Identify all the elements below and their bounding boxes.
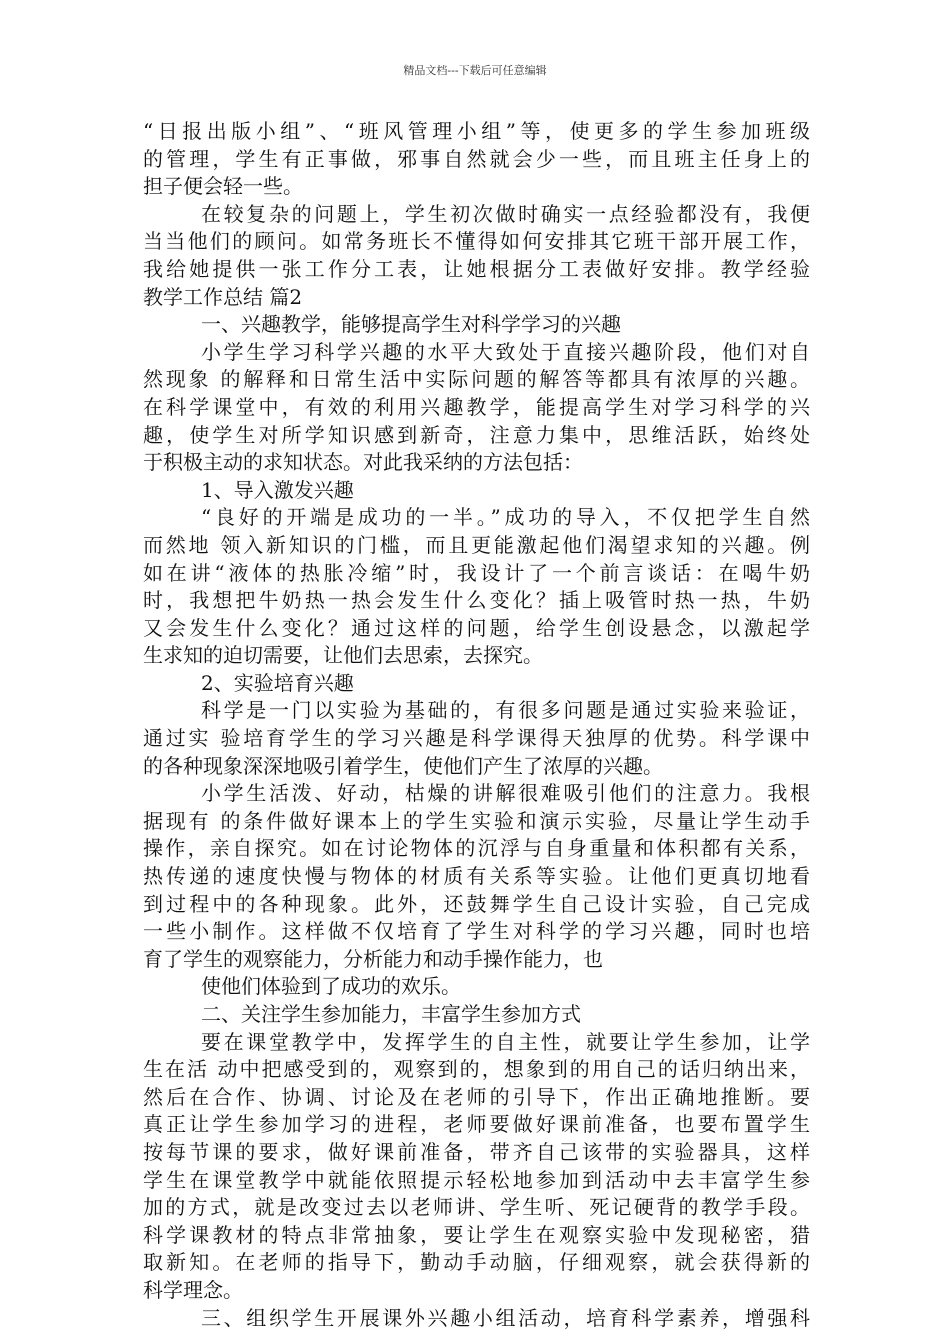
- text-line: 1、导入激发兴趣: [201, 477, 354, 502]
- text-line: 教学工作总结 篇2: [143, 284, 303, 309]
- text-line: 到过程中的各种现象。此外，还鼓舞学生自己设计实验，自己完成: [143, 891, 810, 916]
- text-line: 取新知。在老师的指导下，勤动手动脑，仔细观察，就会获得新的: [143, 1250, 810, 1275]
- text-line: 而然地 领入新知识的门槛，而且更能激起他们渴望求知的兴趣。例: [143, 532, 810, 557]
- text-line: 使他们体验到了成功的欢乐。: [201, 974, 461, 999]
- text-line: 一些小制作。这样做不仅培育了学生对科学的学习兴趣，同时也培: [143, 919, 810, 944]
- text-line: “日报出版小组”、“班风管理小组”等，使更多的学生参加班级: [143, 119, 810, 143]
- text-line: 时，我想把牛奶热一热会发生什么变化？插上吸管时热一热，牛奶: [143, 588, 810, 613]
- text-line: 育了学生的观察能力，分析能力和动手操作能力，也: [143, 946, 603, 971]
- text-line: 二、关注学生参加能力，丰富学生参加方式: [201, 1002, 581, 1026]
- text-line: 科学课教材的特点非常抽象，要让学生在观察实验中发现秘密，猎: [143, 1222, 810, 1247]
- page-header: 精品文档---下载后可任意编辑: [403, 64, 547, 77]
- text-line: 操作，亲自探究。如在讨论物体的沉浮与自身重量和体积都有关系，: [143, 836, 810, 861]
- text-line: 如在讲“液体的热胀冷缩”时，我设计了一个前言谈话：在喝牛奶: [143, 560, 810, 585]
- text-line: 学生在课堂教学中就能依照提示轻松地参加到活动中去丰富学生参: [143, 1167, 810, 1192]
- text-line: 通过实 验培育学生的学习兴趣是科学课得天独厚的优势。科学课中: [143, 726, 810, 751]
- text-line: 我给她提供一张工作分工表，让她根据分工表做好安排。教学经验: [143, 256, 810, 281]
- text-line: 当当他们的顾问。如常务班长不懂得如何安排其它班干部开展工作，: [143, 229, 810, 254]
- text-line: 担子便会轻一些。: [143, 174, 303, 199]
- text-line: 的管理，学生有正事做，邪事自然就会少一些，而且班主任身上的: [143, 146, 810, 171]
- text-line: 生求知的迫切需要，让他们去思索，去探究。: [143, 643, 543, 668]
- text-line: 然后在合作、协调、讨论及在老师的引导下，作出正确地推断。要: [143, 1084, 810, 1109]
- text-line: 在较复杂的问题上，学生初次做时确实一点经验都没有，我便: [201, 201, 810, 226]
- text-line: “良好的开端是成功的一半。”成功的导入，不仅把学生自然: [201, 505, 810, 530]
- text-line: 趣，使学生对所学知识感到新奇，注意力集中，思维活跃，始终处: [143, 422, 810, 447]
- text-line: 于积极主动的求知状态。对此我采纳的方法包括：: [143, 450, 583, 475]
- text-line: 加的方式，就是改变过去以老师讲、学生听、死记硬背的教学手段。: [143, 1195, 810, 1220]
- text-line: 小学生活泼、好动，枯燥的讲解很难吸引他们的注意力。我根: [201, 781, 810, 806]
- text-line: 科学是一门以实验为基础的，有很多问题是通过实验来验证，: [201, 698, 810, 723]
- document-body: [143, 118, 810, 1332]
- text-line: 三、组织学生开展课外兴趣小组活动，培育科学素养，增强科: [201, 1305, 810, 1330]
- text-line: 2、实验培育兴趣: [201, 670, 354, 695]
- text-line: 生在活 动中把感受到的，观察到的，想象到的用自己的话归纳出来，: [143, 1057, 810, 1082]
- text-line: 科学理念。: [143, 1277, 243, 1302]
- text-line: 真正让学生参加学习的进程，老师要做好课前准备，也要布置学生: [143, 1112, 810, 1137]
- text-line: 按每节课的要求，做好课前准备，带齐自己该带的实验器具，这样: [143, 1139, 810, 1164]
- text-line: 一、兴趣教学，能够提高学生对科学学习的兴趣: [201, 312, 621, 337]
- text-line: 要在课堂教学中，发挥学生的自主性，就要让学生参加，让学: [201, 1029, 810, 1054]
- text-line: 小学生学习科学兴趣的水平大致处于直接兴趣阶段，他们对自: [201, 339, 810, 364]
- text-line: 热传递的速度快慢与物体的材质有关系等实验。让他们更真切地看: [143, 864, 810, 889]
- text-line: 的各种现象深深地吸引着学生，使他们产生了浓厚的兴趣。: [143, 753, 663, 778]
- text-line: 然现象 的解释和日常生活中实际问题的解答等都具有浓厚的兴趣。: [143, 367, 810, 392]
- text-line: 据现有 的条件做好课本上的学生实验和演示实验，尽量让学生动手: [143, 808, 810, 833]
- text-line: 在科学课堂中，有效的利用兴趣教学，能提高学生对学习科学的兴: [143, 394, 810, 419]
- text-line: 又会发生什么变化？通过这样的问题，给学生创设悬念，以激起学: [143, 615, 810, 640]
